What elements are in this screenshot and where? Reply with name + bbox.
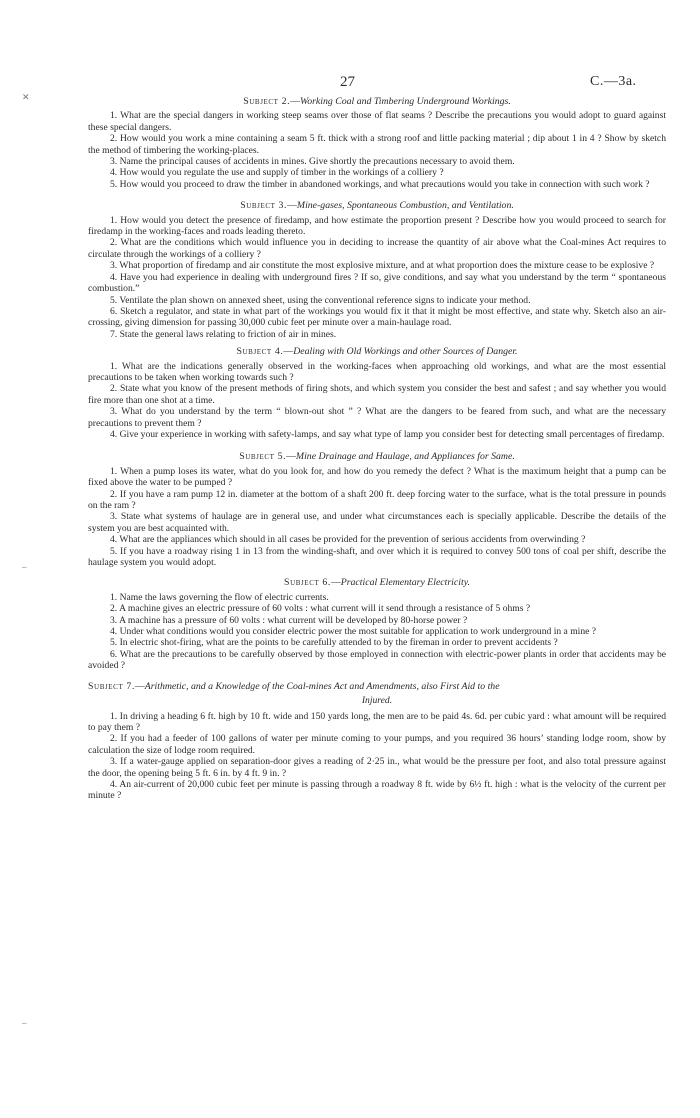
question: 4. What are the appliances which should in all cases be provided for the prevention of serious accidents from overwinding ? [110, 534, 586, 546]
subject-section [88, 681, 666, 802]
question: 1. Name the laws governing the flow of electric currents. [110, 591, 329, 603]
question: 4. Under what conditions would you consider electric power the most suitable for application to work underground in a mine ? [110, 626, 597, 638]
question: 2. If you had a feeder of 100 gallons of water per minute coming to your pumps, and you required 36 hours’ standing lodge room, show by calculation the size of lodge room required. [88, 733, 666, 756]
subject-heading: Subject 7.—Arithmetic, and a Knowledge of the Coal-mines Act and Amendments, also First Aid to the [88, 680, 500, 692]
question: 2. How would you work a mine containing a seam 5 ft. thick with a strong roof and little packing material ; dip about 1 in 4 ? Show by sketch the method of timbering the working-places. [88, 133, 666, 156]
question: 1. What are the special dangers in working steep seams over those of flat seams ? Describe the precautions you would adopt to guard against these special dangers. [88, 110, 666, 133]
subject-label: Subject 3. [240, 200, 288, 212]
subject-title: Dealing with Old Workings and other Sources of Danger. [293, 346, 518, 358]
question: 4. Give your experience in working with safety-lamps, and say what type of lamp you consider best for detecting small percentages of firedamp. [110, 428, 665, 440]
question: 4. How would you regulate the use and supply of timber in the workings of a colliery ? [110, 167, 444, 179]
exam-questions [88, 96, 666, 802]
subject-heading: Subject 6.—Practical Elementary Electricity. [284, 577, 470, 589]
margin-mark: ✕ [22, 92, 30, 102]
question: 4. An air-current of 20,000 cubic feet per minute is passing through a roadway 8 ft. wide by 6½ ft. high : what is the velocity of the current per minute ? [88, 778, 666, 802]
question: 3. If a water-gauge applied on separation-door gives a reading of 2·25 in., what would be the pressure per foot, and also total pressure against the door, the opening being 5 ft. 6 in. by 4 ft. 9 in. ? [88, 756, 666, 779]
margin-mark: – [22, 562, 27, 572]
question: 6. Sketch a regulator, and state in what part of the workings you would fix it that it might be most effective, and state why. Sketch also an air-crossing, giving dimension for passing 30,000 cubic feet per minute over a main-haulage road. [88, 305, 666, 329]
subject-section [88, 451, 666, 568]
question: 2. What are the conditions which would influence you in deciding to increase the quantity of air above what the Coal-mines Act requires to circulate through the workings of a colliery ? [88, 237, 666, 260]
question: 3. What proportion of firedamp and air constitute the most explosive mixture, and at what proportion does the mixture cease to be explosive ? [110, 260, 655, 272]
page-number: 27 [340, 74, 355, 90]
question: 3. A machine has a pressure of 60 volts : what current will be developed by 80-horse power ? [110, 614, 468, 626]
question: 2. State what you know of the present methods of firing shots, and which system you consider the best and safest ; and say whether you would fire more than one shot at a time. [88, 383, 666, 406]
question: 6. What are the precautions to be carefully observed by those employed in connection with electric-power plants in order that accidents may be avoided ? [88, 648, 666, 672]
subject-section [88, 200, 666, 340]
question: 1. When a pump loses its water, what do you look for, and how do you remedy the defect ? What is the maximum height that a pump can be fixed above the water to be pumped ? [88, 465, 666, 489]
subject-title-continued: Injured. [361, 695, 393, 707]
subject-heading: Subject 5.—Mine Drainage and Haulage, and Appliances for Same. [239, 451, 515, 463]
question: 3. What do you understand by the term “ blown-out shot ” ? What are the dangers to be feared from such, and what are the necessary precautions to prevent them ? [88, 406, 666, 429]
question: 5. Ventilate the plan shown on annexed sheet, using the conventional reference signs to indicate your method. [110, 294, 531, 306]
margin-mark: – [22, 1018, 27, 1028]
question: 1. In driving a heading 6 ft. high by 10 ft. wide and 150 yards long, the men are to be paid 4s. 6d. per cubic yard : what amount will be required to pay them ? [88, 710, 666, 733]
question: 3. State what systems of haulage are in general use, and under what circumstances each is specially applicable. Describe the details of the system you are best acquainted with. [88, 511, 666, 534]
subject-title: Arithmetic, and a Knowledge of the Coal-mines Act and Amendments, also First Aid to the [144, 680, 500, 692]
subject-title: Practical Elementary Electricity. [340, 577, 470, 589]
subject-heading: Subject 4.—Dealing with Old Workings and other Sources of Danger. [236, 346, 518, 358]
question: 1. What are the indications generally observed in the working-faces when approaching old workings, and what are the most essential precautions to be taken when working towards such ? [88, 360, 666, 383]
question: 2. A machine gives an electric pressure of 60 volts : what current will it send through a resistance of 5 ohms ? [110, 603, 531, 615]
question: 1. How would you detect the presence of firedamp, and how estimate the proportion present ? Describe how you would proceed to search for firedamp in the working-faces and roads leading thereto. [88, 214, 666, 238]
subject-label: Subject 7. [88, 680, 135, 692]
question: 5. In electric shot-firing, what are the points to be carefully attended to by the fireman in order to prevent accidents ? [110, 637, 558, 649]
document-reference: C.—3a. [590, 74, 637, 89]
subject-section [88, 577, 666, 671]
subject-heading: Subject 2.—Working Coal and Timbering Underground Workings. [243, 96, 511, 107]
question: 7. State the general laws relating to friction of air in mines. [110, 328, 337, 340]
subject-title: Mine Drainage and Haulage, and Appliances for Same. [295, 451, 515, 463]
question: 3. Name the principal causes of accidents in mines. Give shortly the precautions necessary to avoid them. [110, 156, 515, 168]
subject-heading: Subject 3.—Mine-gases, Spontaneous Combustion, and Ventilation. [240, 200, 514, 212]
subject-label: Subject 6. [284, 577, 331, 589]
question: 5. How would you proceed to draw the timber in abandoned workings, and what precautions would you take in connection with such work ? [110, 178, 650, 190]
question: 5. If you have a roadway rising 1 in 13 from the winding-shaft, and over which it is required to convey 500 tons of coal per shift, describe the haulage system you would adopt. [88, 545, 666, 569]
subject-title: Working Coal and Timbering Underground Workings. [299, 96, 511, 107]
question: 2. If you have a ram pump 12 in. diameter at the bottom of a shaft 200 ft. deep forcing water to the surface, what is the total pressure in pounds on the ram ? [88, 488, 666, 511]
subject-title: Mine-gases, Spontaneous Combustion, and Ventilation. [296, 200, 514, 212]
subject-label: Subject 4. [236, 346, 284, 358]
question: 4. Have you had experience in dealing with underground fires ? If so, give conditions, and say what you understand by the term “ spontaneous combustion.” [88, 271, 666, 295]
subject-section [88, 346, 666, 440]
subject-label: Subject 2. [243, 96, 291, 107]
subject-label: Subject 5. [239, 451, 287, 463]
subject-section [88, 96, 666, 190]
